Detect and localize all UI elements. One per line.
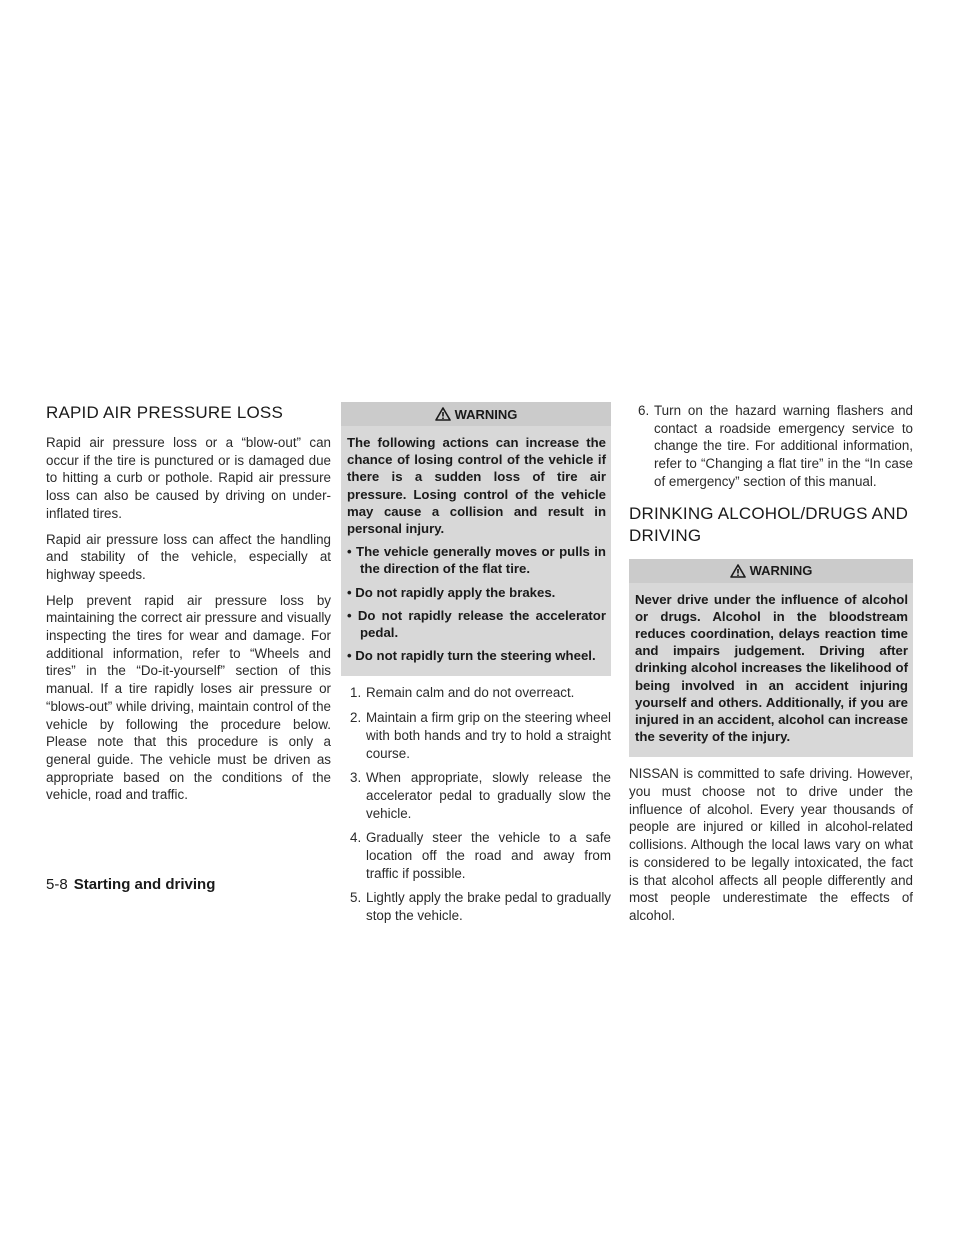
paragraph: Rapid air pressure loss or a “blow-out” can occur if the tire is punctured or is damaged due to hitting a curb or pothole. Rapid air pressure loss can also be caused by driving on under-inflated tires.: [46, 435, 331, 521]
procedure-steps: [341, 684, 611, 924]
step-item: [341, 829, 611, 882]
rapid-air-pressure-section: [46, 402, 331, 812]
step-text: When appropriate, slowly release the accelerator pedal to gradually slow the vehicle.: [366, 770, 611, 821]
step-number: 6.: [638, 403, 650, 418]
step-number: 5.: [350, 890, 362, 906]
warning-box-tire: [341, 402, 611, 676]
paragraph: NISSAN is committed to safe driving. However, you must choose not to drive under the influence of alcohol. Every year thousands of people are injured or killed in alcohol-related collisions. Although the local laws vary on what is considered to be legally intoxicated, the fact is that alcohol affects all people differently and most people underestimate the effects of alcohol.: [629, 766, 913, 923]
section-heading-alcohol: [629, 503, 913, 547]
heading-line: DRINKING ALCOHOL/DRUGS AND: [629, 503, 909, 523]
warning-body: [341, 426, 611, 676]
step-item: [341, 709, 611, 762]
heading-line: DRIVING: [629, 525, 702, 545]
warning-intro: The following actions can increase the chance of losing control of the vehicle if there is a sudden loss of tire air pressure. Losing control of the vehicle may cause a collision and result in personal injury.: [347, 435, 606, 537]
alcohol-section-column: [629, 402, 913, 933]
warning-bullet: • Do not rapidly apply the brakes.: [347, 584, 556, 600]
step-item: [629, 402, 913, 491]
warning-header: [341, 402, 611, 426]
step-text: Lightly apply the brake pedal to gradually stop the vehicle.: [366, 890, 611, 924]
warning-header: [629, 559, 913, 583]
warning-bullet: • Do not rapidly release the accelerator pedal.: [347, 607, 606, 641]
page-number: 5-8: [46, 876, 68, 893]
step-item: [341, 889, 611, 924]
step-text: Remain calm and do not overreact.: [366, 685, 575, 701]
warning-title: WARNING: [454, 406, 518, 422]
warning-triangle-icon: [435, 407, 451, 421]
paragraph: Rapid air pressure loss can affect the handling and stability of the vehicle, especially at highway speeds.: [46, 531, 331, 582]
page-footer: [46, 876, 215, 893]
warning-and-steps-column: [341, 402, 611, 932]
warning-box-alcohol: [629, 559, 913, 758]
step-number: 3.: [350, 770, 362, 786]
section-heading-rapid-air: RAPID AIR PRESSURE LOSS: [46, 403, 284, 422]
warning-bullet: • The vehicle generally moves or pulls in the direction of the flat tire.: [347, 544, 606, 577]
step-text: Turn on the hazard warning flashers and contact a roadside emergency service to change the tire. For additional information, refer to “Changing a flat tire” in the “In case of emergency” section of this manual.: [654, 403, 913, 489]
step-number: 1.: [350, 685, 362, 701]
step-item: [341, 769, 611, 822]
step-text: Gradually steer the vehicle to a safe location off the road and away from traffic if possible.: [366, 830, 611, 881]
warning-title: WARNING: [749, 563, 813, 579]
paragraph: Help prevent rapid air pressure loss by maintaining the correct air pressure and visually inspecting the tires for wear and damage. For additional information, refer to “Wheels and tires” in the “Do-it-yourself” section of this manual. If a tire rapidly loses air pressure or “blows-out” while driving, maintain control of the vehicle by following the procedure below. Please note that this procedure is only a general guide. The vehicle must be driven as appropriate based on the conditions of the vehicle, road and traffic.: [46, 592, 331, 803]
warning-triangle-icon: [730, 564, 746, 578]
step-text: Maintain a firm grip on the steering wheel with both hands and try to hold a straight course.: [366, 710, 611, 761]
warning-body: [629, 583, 913, 758]
warning-bullet: • Do not rapidly turn the steering wheel.: [347, 648, 596, 664]
chapter-title: Starting and driving: [73, 876, 216, 893]
step-number: 2.: [350, 710, 362, 726]
step-number: 4.: [350, 830, 362, 846]
procedure-steps-continued: [629, 402, 913, 491]
step-item: [341, 684, 611, 702]
warning-text: Never drive under the influence of alcohol or drugs. Alcohol in the bloodstream reduces coordination, delays reaction time and impairs judgement. Driving after drinking alcohol increases the likelihood of being involved in an accident injuring yourself and others. Additionally, if you are injured in an accident, alcohol can increase the severity of the injury.: [635, 591, 908, 745]
